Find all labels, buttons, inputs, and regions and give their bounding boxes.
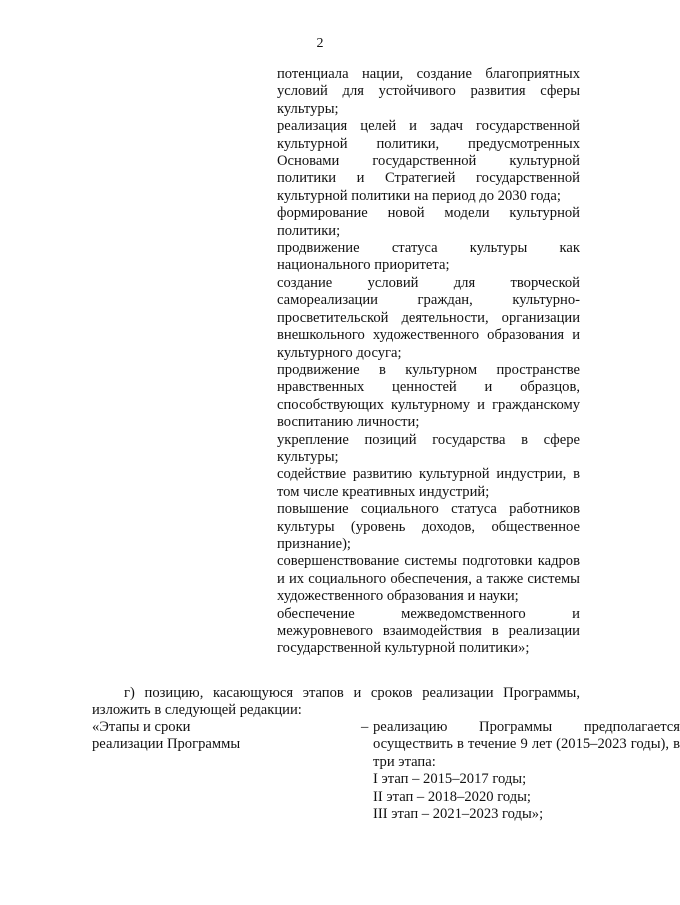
stages-label xyxy=(92,719,262,754)
goal-item: обеспечение межведомственного и межуровневого взаимодействия в реализации государственной культурной политики»; xyxy=(277,605,580,657)
stages-dash: – xyxy=(361,719,369,735)
goal-item: повышение социального статуса работников культуры (уровень доходов, общественное признание); xyxy=(277,501,580,552)
stages-label-line: реализации Программы xyxy=(92,736,241,753)
goal-item: продвижение в культурном пространстве нравственных ценностей и образцов, способствующих культурному и гражданскому воспитанию личности; xyxy=(277,361,580,431)
goal-item: потенциала нации, создание благоприятных условий для устойчивого развития сферы культуры; xyxy=(277,66,580,117)
goal-item: укрепление позиций государства в сфере культуры; xyxy=(277,431,580,465)
goal-item: создание условий для творческой самореализации граждан, культурно-просветительской деятельности, организации внешкольного художественного образования и культурного досуга; xyxy=(277,274,580,361)
goal-item: реализация целей и задач государственной культурной политики, предусмотренных Основами государственной культурной политики и Стратегией государственной культурной политики на период до 2030 года; xyxy=(277,118,580,204)
goal-item: продвижение статуса культуры как национального приоритета; xyxy=(277,240,580,274)
goal-item: совершенствование системы подготовки кадров и их социального обеспечения, а также системы художественного образования и науки; xyxy=(277,553,580,605)
stages-label-line: «Этапы и сроки xyxy=(92,719,191,735)
stage-item: II этап – 2018–2020 годы; xyxy=(373,788,531,805)
stages-value xyxy=(373,719,680,823)
stages-position xyxy=(92,719,680,829)
page-number: 2 xyxy=(316,36,324,51)
stage-item: I этап – 2015–2017 годы; xyxy=(373,771,527,788)
stages-intro: реализацию Программы предполагается осуществить в течение 9 лет (2015–2023 годы), в три этапа: xyxy=(373,719,680,770)
goals-list xyxy=(277,66,580,658)
amendment-paragraph: г) позицию, касающуюся этапов и сроков реализации Программы, изложить в следующей редакции: xyxy=(92,685,580,719)
goal-item: содействие развитию культурной индустрии, в том числе креативных индустрий; xyxy=(277,466,580,500)
stage-item: III этап – 2021–2023 годы»; xyxy=(373,806,544,823)
goal-item: формирование новой модели культурной политики; xyxy=(277,205,580,239)
